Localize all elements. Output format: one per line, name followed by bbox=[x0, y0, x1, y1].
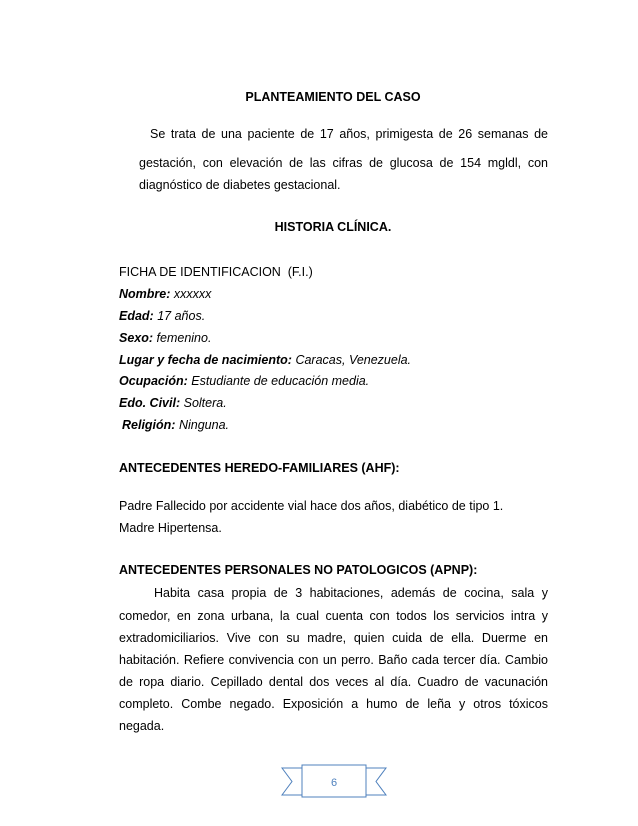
page-number-ribbon bbox=[280, 764, 388, 800]
field-value: 17 años. bbox=[157, 309, 206, 323]
field-edad bbox=[119, 308, 205, 324]
field-ocupacion bbox=[119, 373, 369, 389]
ribbon-left-tail bbox=[282, 768, 304, 795]
field-lugar-fecha bbox=[119, 352, 411, 368]
ficha-heading: FICHA DE IDENTIFICACION (F.I.) bbox=[119, 265, 313, 279]
field-label: Edad: bbox=[119, 309, 154, 323]
field-label: Edo. Civil: bbox=[119, 396, 181, 410]
field-label: Ocupación: bbox=[119, 374, 188, 388]
ahf-line-1: Padre Fallecido por accidente vial hace dos años, diabético de tipo 1. bbox=[119, 499, 504, 513]
field-value: Ninguna. bbox=[178, 418, 229, 432]
field-sexo bbox=[119, 330, 211, 346]
field-value: femenino. bbox=[156, 331, 212, 345]
ahf-line-2: Madre Hipertensa. bbox=[119, 521, 222, 535]
apnp-heading: ANTECEDENTES PERSONALES NO PATOLOGICOS (APNP): bbox=[119, 563, 478, 577]
history-title: HISTORIA CLÍNICA. bbox=[274, 220, 392, 234]
case-line-2: gestación, con elevación de las cifras de glucosa de 154 mgldl, con bbox=[139, 156, 548, 170]
ribbon-right-tail bbox=[364, 768, 386, 795]
field-nombre bbox=[119, 286, 211, 302]
field-value: Estudiante de educación media. bbox=[191, 374, 370, 388]
field-religion bbox=[122, 417, 229, 433]
case-line-1: Se trata de una paciente de 17 años, primigesta de 26 semanas de bbox=[150, 127, 548, 141]
apnp-line-2: comedor, en zona urbana, la cual cuenta con todos los servicios intra y bbox=[119, 609, 548, 623]
apnp-line-7: negada. bbox=[119, 719, 165, 733]
field-edo-civil bbox=[119, 395, 227, 411]
apnp-line-6: completo. Combe negado. Exposición a humo de leña y otros tóxicos bbox=[119, 697, 548, 711]
case-line-3: diagnóstico de diabetes gestacional. bbox=[139, 178, 341, 192]
page-number: 6 bbox=[330, 777, 338, 789]
field-label: Sexo: bbox=[119, 331, 154, 345]
field-value: xxxxxx bbox=[173, 287, 212, 301]
ahf-heading: ANTECEDENTES HEREDO-FAMILIARES (AHF): bbox=[119, 461, 400, 475]
apnp-line-3: extradomiciliarios. Vive con su madre, quien cuida de ella. Duerme en bbox=[119, 631, 548, 645]
field-value: Soltera. bbox=[183, 396, 227, 410]
document-title: PLANTEAMIENTO DEL CASO bbox=[245, 90, 421, 104]
apnp-line-5: de ropa diario. Cepillado dental dos veces al día. Cuadro de vacunación bbox=[119, 675, 548, 689]
field-label: Religión: bbox=[122, 418, 176, 432]
apnp-line-1: Habita casa propia de 3 habitaciones, además de cocina, sala y bbox=[154, 586, 548, 600]
field-label: Nombre: bbox=[119, 287, 171, 301]
field-label: Lugar y fecha de nacimiento: bbox=[119, 353, 292, 367]
field-value: Caracas, Venezuela. bbox=[295, 353, 412, 367]
apnp-line-4: habitación. Refiere convivencia con un perro. Baño cada tercer día. Cambio bbox=[119, 653, 548, 667]
